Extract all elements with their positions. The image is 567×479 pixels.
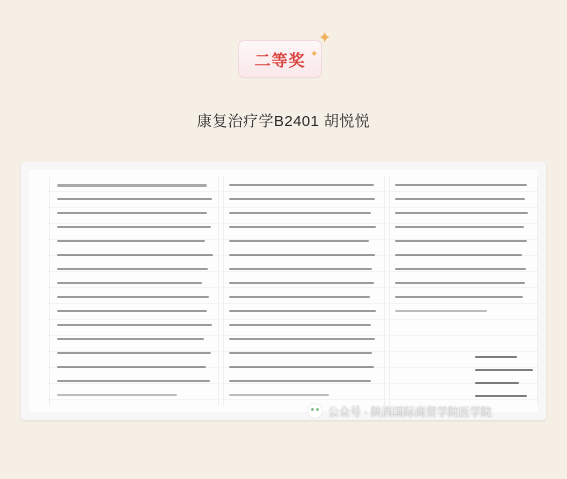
watermark-text: 公众号 · 陕西国际商贸学院医学院 xyxy=(328,406,492,418)
essay-column-2 xyxy=(223,176,385,406)
essay-column-1 xyxy=(49,176,219,406)
handwritten-essay-image xyxy=(21,162,546,420)
award-badge-wrap xyxy=(238,28,332,78)
essay-paper xyxy=(29,170,538,412)
page-title: 康复治疗学B2401 胡悦悦 xyxy=(196,113,371,130)
sparkle-icon: ✦ xyxy=(310,49,319,60)
signature-block xyxy=(475,356,545,416)
award-label: 二等奖 xyxy=(254,52,306,70)
sparkle-icon: ✦ xyxy=(318,28,332,47)
